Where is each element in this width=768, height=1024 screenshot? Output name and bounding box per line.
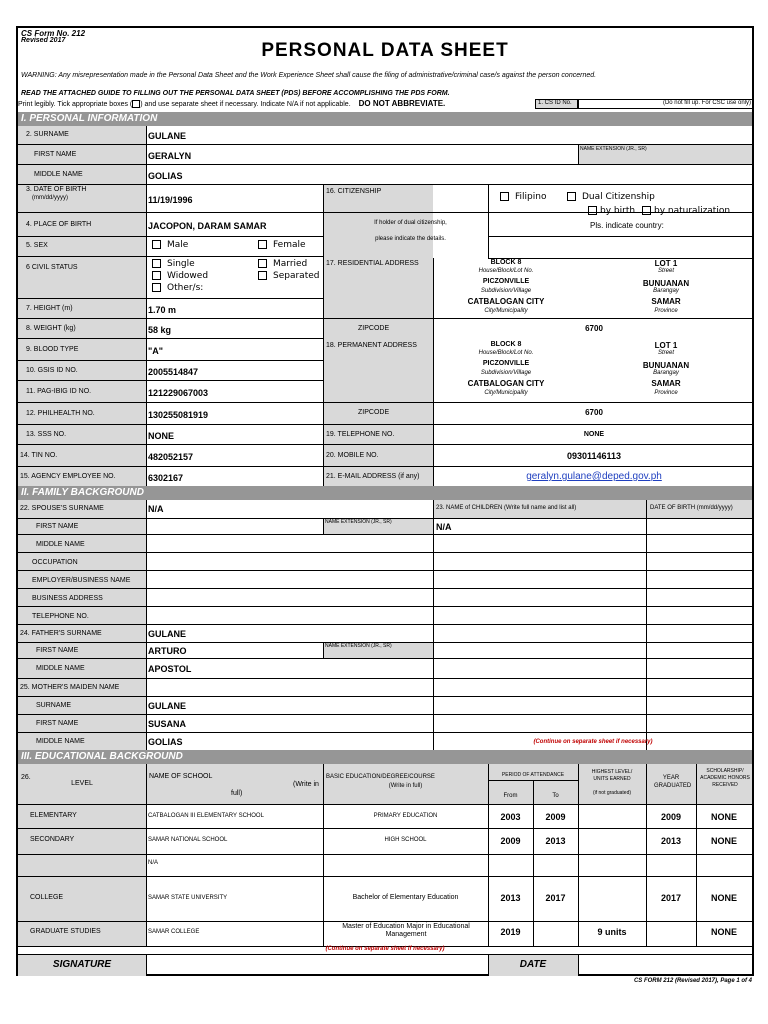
checkbox-icon — [152, 259, 161, 268]
edu-school-full: full) — [231, 790, 243, 797]
spouse-first-name-label: FIRST NAME — [36, 523, 79, 530]
checkbox-icon — [152, 283, 161, 292]
middle-name-value[interactable]: GOLIAS — [148, 171, 183, 181]
mother-maiden-label: 25. MOTHER'S MAIDEN NAME — [20, 684, 120, 691]
philhealth-value[interactable]: 130255081919 — [148, 410, 209, 420]
dob-format: (mm/dd/yyyy) — [32, 195, 68, 201]
blood-type-label: 9. BLOOD TYPE — [26, 346, 79, 353]
edu-row-to[interactable]: 2013 — [545, 836, 566, 846]
checkbox-icon — [152, 240, 161, 249]
education-level-column — [18, 804, 146, 946]
perm-subdivision[interactable]: PICZONVILLE — [482, 360, 530, 367]
citizenship-note-1: If holder of dual citizenship, — [374, 220, 447, 226]
citizenship-note-2: please indicate the details. — [375, 236, 446, 242]
spouse-surname-value[interactable]: N/A — [148, 504, 164, 514]
father-surname-label: 24. FATHER'S SURNAME — [20, 630, 102, 637]
edu-row-year[interactable]: 2009 — [660, 812, 682, 822]
edu-row-year[interactable]: 2013 — [660, 836, 682, 846]
page-title: PERSONAL DATA SHEET — [261, 40, 509, 61]
children-label: 23. NAME of CHILDREN (Write full name and list all) — [436, 505, 577, 511]
edu-row-from[interactable]: 2009 — [500, 836, 521, 846]
label-column-2 — [323, 184, 433, 486]
res-province[interactable]: SAMAR — [651, 297, 681, 306]
family-continue-note: (Continue on separate sheet if necessary) — [533, 739, 653, 745]
res-city[interactable]: CATBALOGAN CITY — [467, 297, 545, 306]
date-label: DATE — [519, 959, 547, 970]
edu-number: 26. — [21, 774, 31, 781]
gsis-label: 10. GSIS ID NO. — [26, 367, 78, 374]
country-select[interactable] — [490, 237, 751, 257]
edu-row-level: SECONDARY — [30, 836, 75, 843]
filipino-option[interactable]: Filipino — [500, 192, 546, 202]
edu-row-level: GRADUATE STUDIES — [30, 928, 101, 935]
father-middle-value[interactable]: APOSTOL — [148, 664, 192, 674]
perm-city[interactable]: CATBALOGAN CITY — [467, 379, 545, 388]
res-block[interactable]: BLOCK 8 — [490, 259, 522, 266]
mother-surname-label: SURNAME — [36, 702, 72, 709]
perm-block[interactable]: BLOCK 8 — [490, 341, 522, 348]
mobile-label: 20. MOBILE NO. — [326, 452, 379, 459]
dob-value[interactable]: 11/19/1996 — [148, 195, 193, 205]
pds-form — [16, 26, 754, 976]
gsis-value[interactable]: 2005514847 — [148, 367, 199, 377]
business-address-label: BUSINESS ADDRESS — [32, 595, 103, 602]
perm-province[interactable]: SAMAR — [651, 379, 681, 388]
telephone-label: 19. TELEPHONE NO. — [326, 431, 395, 438]
cap-house: House/Block/Lot No. — [478, 268, 534, 274]
philhealth-label: 12. PHILHEALTH NO. — [26, 410, 95, 417]
civil-single-option[interactable]: Single — [152, 259, 195, 269]
father-first-name-label: FIRST NAME — [36, 647, 79, 654]
pagibig-label: 11. PAG-IBIG ID NO. — [26, 388, 92, 395]
employer-label: EMPLOYER/BUSINESS NAME — [32, 577, 131, 584]
child-name-value[interactable]: N/A — [436, 522, 452, 532]
height-value[interactable]: 1.70 m — [148, 305, 177, 315]
cap-barangay-2: Barangay — [653, 370, 679, 376]
edu-row-units[interactable]: 9 units — [597, 927, 627, 937]
checkbox-icon — [500, 192, 509, 201]
edu-course-header: BASIC EDUCATION/DEGREE/COURSE — [326, 774, 435, 780]
edu-row-level: COLLEGE — [30, 894, 64, 901]
civil-married-option[interactable]: Married — [258, 259, 307, 269]
guide-text: READ THE ATTACHED GUIDE TO FILLING OUT THE PERSONAL DATA SHEET (PDS) BEFORE ACCOMPLISHING THE PDS FORM. — [21, 90, 450, 97]
edu-school-write: (Write in — [293, 781, 319, 788]
mother-surname-value[interactable]: GULANE — [148, 701, 186, 711]
edu-row-honors[interactable]: NONE — [710, 893, 737, 903]
by-naturalization-option[interactable]: by naturalization — [642, 206, 730, 216]
edu-row-course[interactable]: PRIMARY EDUCATION — [373, 813, 438, 819]
first-name-value[interactable]: GERALYN — [148, 151, 192, 161]
spouse-name-ext-label: NAME EXTENSION (JR., SR) — [325, 519, 392, 525]
cap-city-2: City/Municipality — [484, 390, 528, 396]
signature-field[interactable] — [147, 955, 488, 976]
res-zipcode[interactable]: 6700 — [585, 324, 603, 333]
dual-citizenship-option[interactable]: Dual Citizenship — [567, 192, 655, 202]
first-name-label: FIRST NAME — [34, 151, 77, 158]
cap-street: Street — [657, 268, 674, 274]
agency-value[interactable]: 6302167 — [148, 473, 184, 483]
res-barangay[interactable]: BUNUANAN — [642, 279, 690, 288]
edu-row-course[interactable]: Bachelor of Elementary Education — [352, 894, 459, 901]
edu-to-header: To — [552, 793, 559, 799]
checkbox-icon — [258, 271, 267, 280]
permanent-address-label: 18. PERMANENT ADDRESS — [326, 342, 417, 349]
cap-subdivision: Subdivision/Village — [480, 288, 532, 294]
section-personal-info: I. PERSONAL INFORMATION — [18, 112, 752, 126]
education-continue-note: (Continue on separate sheet if necessary) — [325, 946, 445, 952]
email-label: 21. E-MAIL ADDRESS (if any) — [326, 473, 420, 480]
edu-row-school[interactable]: CATBALOGAN III ELEMENTARY SCHOOL — [148, 813, 264, 819]
edu-honors-header: SCHOLARSHIP/ ACADEMIC HONORS RECEIVED — [700, 768, 750, 788]
cap-subdivision-2: Subdivision/Village — [480, 370, 532, 376]
form-revised: Revised 2017 — [21, 37, 66, 44]
edu-row-year[interactable]: 2017 — [660, 893, 682, 903]
sss-value[interactable]: NONE — [148, 431, 175, 441]
do-not-abbreviate: DO NOT ABBREVIATE. — [358, 99, 446, 108]
edu-school-header: NAME OF SCHOOL — [149, 773, 213, 780]
spouse-middle-name-label: MIDDLE NAME — [36, 541, 85, 548]
by-birth-option[interactable]: by birth — [588, 206, 635, 216]
edu-row-to[interactable]: 2009 — [545, 812, 566, 822]
edu-row-honors[interactable]: NONE — [710, 927, 737, 937]
civil-status-label: 6 CIVIL STATUS — [26, 264, 78, 271]
perm-zipcode[interactable]: 6700 — [585, 408, 603, 417]
cs-id-label: 1. CS ID No. — [535, 99, 578, 109]
cap-province-2: Province — [654, 390, 678, 396]
pob-value[interactable]: JACOPON, DARAM SAMAR — [148, 221, 267, 231]
cap-province: Province — [654, 308, 678, 314]
telephone-value[interactable]: NONE — [583, 431, 605, 438]
father-first-value[interactable]: ARTURO — [148, 646, 187, 656]
signature-label: SIGNATURE — [52, 959, 112, 970]
sex-label: 5. SEX — [26, 242, 48, 249]
civil-widowed-option[interactable]: Widowed — [152, 271, 208, 281]
agency-label: 15. AGENCY EMPLOYEE NO. — [20, 473, 116, 480]
civil-separated-option[interactable]: Separated — [258, 271, 319, 281]
warning-text: WARNING: Any misrepresentation made in the Personal Data Sheet and the Work Experience Sheet shall cause the filing of administrative/criminal case/s against the person concerned. — [21, 72, 597, 79]
perm-zipcode-label: ZIPCODE — [358, 409, 390, 416]
cap-city: City/Municipality — [484, 308, 528, 314]
cap-barangay: Barangay — [653, 288, 679, 294]
civil-others-option[interactable]: Other/s: — [152, 283, 203, 293]
checkbox-icon — [588, 206, 597, 215]
middle-name-label: MIDDLE NAME — [34, 171, 83, 178]
cs-id-field[interactable]: (Do not fill up. For CSC use only) — [578, 99, 754, 109]
checkbox-icon — [642, 206, 651, 215]
edu-row-from[interactable]: 2013 — [500, 893, 521, 903]
page-footer-note: CS FORM 212 (Revised 2017), Page 1 of 4 — [633, 978, 752, 984]
edu-row-honors[interactable]: NONE — [710, 836, 737, 846]
email-link[interactable]: geralyn.gulane@deped.gov.ph — [526, 471, 662, 482]
edu-period-header: PERIOD OF ATTENDANCE — [501, 772, 565, 778]
spouse-telephone-label: TELEPHONE NO. — [32, 613, 89, 620]
family-label-column — [18, 500, 146, 750]
edu-row-to[interactable]: 2017 — [545, 893, 566, 903]
checkbox-icon — [258, 240, 267, 249]
edu-from-header: From — [503, 793, 518, 799]
indicate-country-label: Pls. indicate country: — [590, 221, 664, 230]
edu-row-course[interactable]: Master of Education Major in Educational Management — [342, 923, 470, 938]
edu-row-school[interactable]: SAMAR NATIONAL SCHOOL — [148, 837, 228, 843]
father-surname-value[interactable]: GULANE — [148, 629, 186, 639]
perm-lot[interactable]: LOT 1 — [654, 341, 678, 350]
edu-row-school[interactable]: N/A — [148, 860, 159, 866]
edu-row-from[interactable]: 2003 — [500, 812, 521, 822]
edu-row-school[interactable]: SAMAR STATE UNIVERSITY — [148, 895, 228, 901]
mother-first-value[interactable]: SUSANA — [148, 719, 187, 729]
res-subdivision[interactable]: PICZONVILLE — [482, 278, 530, 285]
edu-row-level: ELEMENTARY — [30, 812, 77, 819]
mother-first-name-label: FIRST NAME — [36, 720, 79, 727]
citizenship-label: 16. CITIZENSHIP — [326, 188, 382, 195]
weight-label: 8. WEIGHT (kg) — [26, 325, 76, 332]
edu-row-school[interactable]: SAMAR COLLEGE — [148, 929, 200, 935]
checkbox-icon — [152, 271, 161, 280]
name-ext-label: NAME EXTENSION (JR., SR) — [580, 146, 647, 152]
sex-female-option[interactable]: Female — [258, 240, 306, 250]
edu-row-course[interactable]: HIGH SCHOOL — [384, 837, 427, 843]
edu-highest-sub: (if not graduated) — [592, 790, 632, 796]
residential-address-label: 17. RESIDENTIAL ADDRESS — [326, 260, 419, 267]
edu-year-header: YEAR GRADUATED — [654, 775, 692, 789]
checkbox-icon — [567, 192, 576, 201]
pagibig-value[interactable]: 121229067003 — [148, 388, 209, 398]
pob-label: 4. PLACE OF BIRTH — [26, 221, 92, 228]
sss-label: 13. SSS NO. — [26, 431, 67, 438]
father-name-ext-label: NAME EXTENSION (JR., SR) — [325, 643, 392, 649]
edu-row-honors[interactable]: NONE — [710, 812, 737, 822]
print-note: Print legibly. Tick appropriate boxes ( ) and use separate sheet if necessary. Indicate N/A if not applicable. DO NOT ABBREVIATE. — [18, 99, 446, 108]
surname-label: 2. SURNAME — [26, 131, 69, 138]
cap-street-2: Street — [657, 350, 674, 356]
dob-label: 3. DATE OF BIRTH — [26, 186, 87, 193]
tin-label: 14. TIN NO. — [20, 452, 58, 459]
checkbox-icon — [258, 259, 267, 268]
section-family-background: II. FAMILY BACKGROUND — [18, 486, 752, 500]
spouse-surname-label: 22. SPOUSE'S SURNAME — [20, 505, 104, 512]
edu-highest-header: HIGHEST LEVEL/ UNITS EARNED — [591, 769, 633, 782]
mother-middle-value[interactable]: GOLIAS — [148, 737, 183, 747]
res-zipcode-label: ZIPCODE — [358, 325, 390, 332]
children-dob-label: DATE OF BIRTH (mm/dd/yyyy) — [650, 505, 733, 511]
occupation-label: OCCUPATION — [32, 559, 78, 566]
section-educational-background: III. EDUCATIONAL BACKGROUND — [18, 750, 752, 764]
perm-barangay[interactable]: BUNUANAN — [642, 361, 690, 370]
weight-value[interactable]: 58 kg — [148, 325, 172, 335]
date-field[interactable] — [579, 955, 752, 976]
mobile-value[interactable]: 09301146113 — [566, 451, 622, 461]
edu-row-from[interactable]: 2019 — [500, 927, 521, 937]
blood-type-value[interactable]: "A" — [148, 346, 164, 356]
form-number: CS Form No. 212 — [21, 29, 86, 38]
surname-value[interactable]: GULANE — [148, 131, 186, 141]
tin-value[interactable]: 482052157 — [148, 452, 194, 462]
res-lot[interactable]: LOT 1 — [654, 259, 678, 268]
height-label: 7. HEIGHT (m) — [26, 305, 73, 312]
mother-middle-name-label: MIDDLE NAME — [36, 738, 85, 745]
edu-course-write: (Write in full) — [388, 783, 423, 789]
edu-level-header: LEVEL — [71, 780, 93, 787]
father-middle-name-label: MIDDLE NAME — [36, 665, 85, 672]
cap-house-2: House/Block/Lot No. — [478, 350, 534, 356]
sex-male-option[interactable]: Male — [152, 240, 188, 250]
